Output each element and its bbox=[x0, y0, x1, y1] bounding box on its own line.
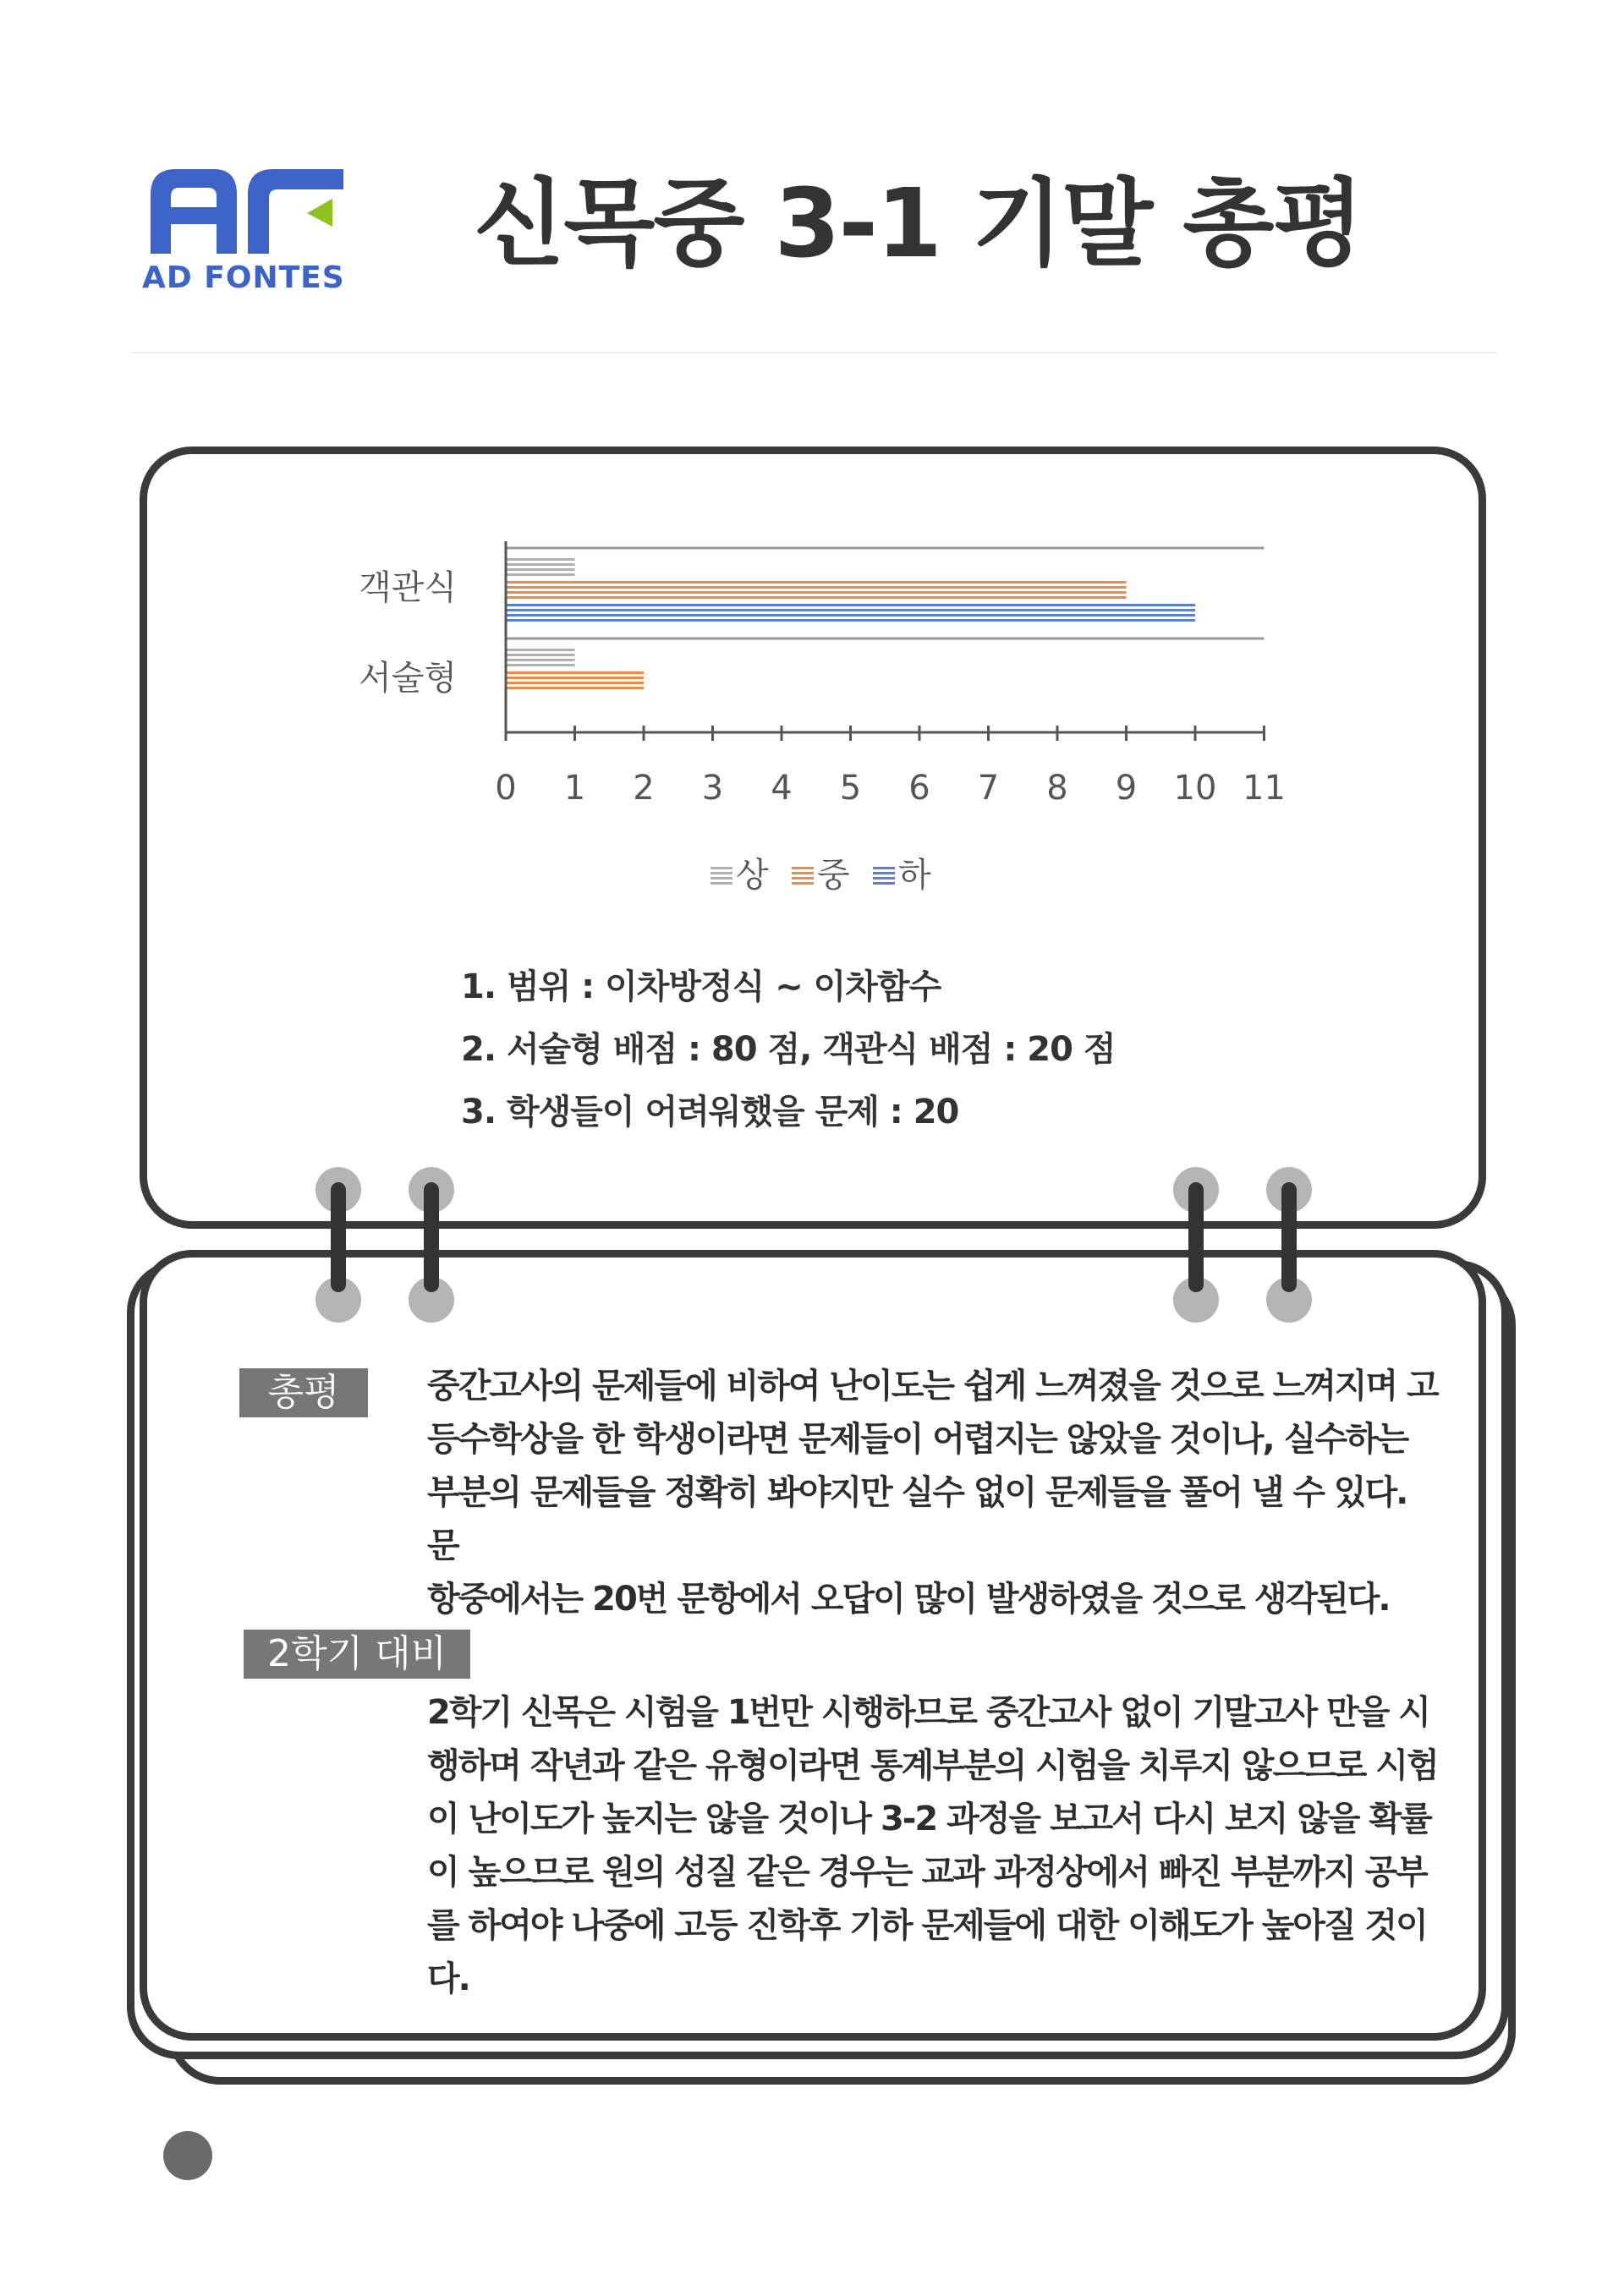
bar-중 bbox=[506, 581, 1127, 599]
legend-label: 하 bbox=[898, 856, 931, 895]
x-tick-label: 5 bbox=[839, 769, 862, 808]
summary-hard-question: 3. 학생들이 어려워했을 문제 : 20 bbox=[461, 1093, 959, 1132]
x-tick-label: 10 bbox=[1173, 769, 1217, 808]
summary-points: 2. 서술형 배점 : 80 점, 객관식 배점 : 20 점 bbox=[461, 1030, 1116, 1069]
x-tick-label: 3 bbox=[701, 769, 724, 808]
logo-mark bbox=[142, 161, 354, 262]
x-tick-label: 7 bbox=[977, 769, 1000, 808]
plan-line: 를 하여야 나중에 고등 진학후 기하 문제들에 대한 이해도가 높아질 것이 bbox=[427, 1906, 1427, 1945]
score-chart-svg bbox=[321, 524, 1294, 922]
review-line: 중간고사의 문제들에 비하여 난이도는 쉽게 느껴졌을 것으로 느껴지며 고 bbox=[427, 1367, 1438, 1406]
category-label: 서술형 bbox=[359, 659, 457, 698]
x-tick-label: 4 bbox=[771, 769, 793, 808]
bar-중 bbox=[506, 671, 644, 689]
score-chart bbox=[321, 524, 1294, 925]
summary-range: 1. 범위 : 이차방정식 ~ 이차함수 bbox=[461, 967, 941, 1006]
plan-label: 2학기 대비 bbox=[244, 1630, 470, 1679]
logo-text: AD FONTES bbox=[142, 260, 345, 295]
x-tick-label: 8 bbox=[1046, 769, 1068, 808]
legend-swatch bbox=[792, 867, 814, 885]
legend-label: 중 bbox=[817, 856, 850, 895]
page-dot bbox=[163, 2131, 212, 2180]
legend-label: 상 bbox=[736, 856, 769, 895]
category-label: 객관식 bbox=[359, 568, 457, 607]
bar-하 bbox=[506, 604, 1195, 622]
bar-상 bbox=[506, 649, 575, 666]
plan-line: 다. bbox=[427, 1959, 469, 1998]
x-tick-label: 2 bbox=[633, 769, 655, 808]
header-divider bbox=[131, 352, 1497, 353]
x-tick-label: 9 bbox=[1115, 769, 1138, 808]
plan-line: 2학기 신목은 시험을 1번만 시행하므로 중간고사 없이 기말고사 만을 시 bbox=[427, 1693, 1429, 1732]
x-tick-label: 0 bbox=[495, 769, 517, 808]
review-line: 항중에서는 20번 문항에서 오답이 많이 발생하였을 것으로 생각된다. bbox=[427, 1580, 1390, 1619]
brand-logo bbox=[142, 161, 354, 296]
plan-line: 행하며 작년과 같은 유형이라면 통계부분의 시험을 치루지 않으므로 시험 bbox=[427, 1746, 1438, 1785]
exam-summary bbox=[461, 956, 1115, 1143]
plan-line: 이 높으므로 원의 성질 같은 경우는 교과 과정상에서 빠진 부분까지 공부 bbox=[427, 1853, 1427, 1892]
legend-swatch bbox=[873, 867, 895, 885]
legend-swatch bbox=[710, 867, 732, 885]
x-tick-label: 1 bbox=[563, 769, 586, 808]
review-line: 등수학상을 한 학생이라면 문제들이 어렵지는 않았을 것이나, 실수하는 bbox=[427, 1420, 1408, 1459]
review-label: 총평 bbox=[239, 1368, 368, 1417]
plan-line: 이 난이도가 높지는 않을 것이나 3-2 과정을 보고서 다시 보지 않을 확률 bbox=[427, 1800, 1431, 1838]
x-tick-label: 11 bbox=[1243, 769, 1286, 808]
plan-text bbox=[427, 1686, 1442, 2006]
review-text bbox=[427, 1360, 1442, 1626]
page-title: 신목중 3-1 기말 총평 bbox=[474, 169, 1363, 279]
review-line: 부분의 문제들을 정확히 봐야지만 실수 없이 문제들을 풀어 낼 수 있다. 문 bbox=[427, 1473, 1407, 1565]
x-tick-label: 6 bbox=[908, 769, 930, 808]
bar-상 bbox=[506, 558, 575, 576]
